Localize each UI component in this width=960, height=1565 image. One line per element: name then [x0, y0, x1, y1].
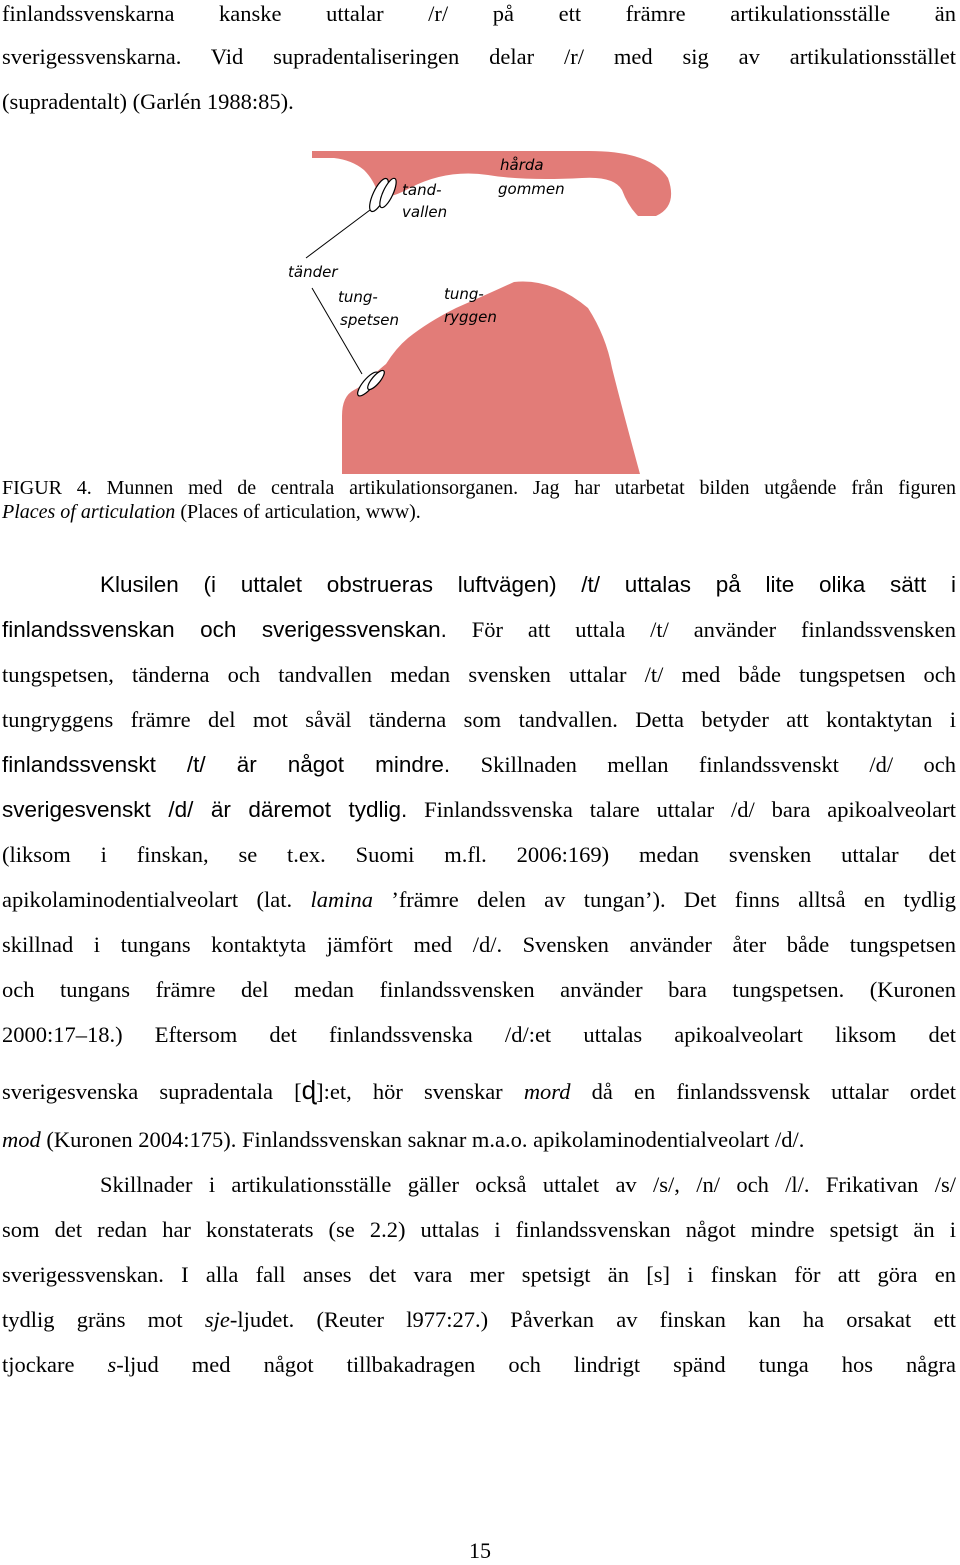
body-p2-line-1: Skillnader i artikulationsställe gäller också uttalet av /s/, /n/ och /l/. Frikativan /s/: [100, 1172, 956, 1197]
p1-l1-text: Klusilen (i uttalet obstrueras luftvägen) /t/ uttalas på lite olika sätt i: [100, 572, 956, 597]
caption-rest: (Places of articulation, www).: [175, 501, 421, 523]
page-number: 15: [469, 1538, 491, 1563]
p1-l8-c: ’främre delen av tungan’). Det finns alltså en tydlig: [372, 887, 957, 912]
p2-l5-s: s: [107, 1352, 117, 1377]
upper-palate: [312, 151, 671, 216]
p2-l4-sje: sje: [204, 1307, 230, 1332]
caption-italic-title: Places of articulation: [2, 501, 176, 523]
p1-l5-sans: finlandssvenskt /t/ är något mindre.: [2, 752, 451, 777]
figure-caption-line-2: [2, 498, 956, 526]
body-p2-line-5: [2, 1351, 956, 1379]
mouth-articulation-figure: [282, 148, 678, 474]
body-p2-line-4: [2, 1306, 956, 1334]
p2-l4-c: -ljudet. (Reuter l977:27.) Påverkan av finskan kan ha orsakat ett: [229, 1307, 956, 1332]
pointer-tander-upper: [306, 210, 370, 258]
body-p1-line-9: skillnad i tungans kontaktyta jämfört med /d/. Svensken använder åter både tungspetsen: [2, 932, 956, 957]
label-tung-1: tung-: [338, 288, 378, 306]
p1-l6-serif: Finlandssvenska talare uttalar /d/ bara apikoalveolart: [407, 797, 956, 822]
p1-l12-a: sverigesvenska supradentala [: [2, 1079, 302, 1104]
label-ryggen: ryggen: [444, 308, 497, 326]
p2-l5-c: -ljud med något tillbakadragen och lindrigt spänd tunga hos några: [116, 1352, 956, 1377]
body-p1-line-1: [100, 571, 956, 599]
intro-line-1: finlandssvenskarna kanske uttalar /r/ på ett främre artikulationsställe än: [2, 1, 956, 26]
p1-l12-c: ]:et, hör svenskar: [316, 1079, 524, 1104]
label-tand: tand-: [402, 181, 442, 199]
intro-line-3: (supradentalt) (Garlén 1988:85).: [2, 89, 294, 114]
p1-l12-ipa: ɖ: [301, 1075, 317, 1105]
body-p1-line-4: tungryggens främre del mot såväl tänderna som tandvallen. Detta betyder att kontaktytan i: [2, 707, 956, 732]
p2-l5-a: tjockare: [2, 1352, 108, 1377]
body-p1-line-5: [2, 751, 956, 779]
label-harda: hårda: [500, 156, 544, 174]
body-p2-line-3: sverigessvenskan. I alla fall anses det vara mer spetsigt än [s] i finskan för att göra en: [2, 1262, 956, 1287]
p2-l4-a: tydlig gräns mot: [2, 1307, 205, 1332]
p1-l6-sans: sverigesvenskt /d/ är däremot tydlig.: [2, 797, 408, 822]
body-p1-line-12: [2, 1076, 956, 1104]
body-p1-line-3: tungspetsen, tänderna och tandvallen medan svensken uttalar /t/ med både tungspetsen och: [2, 662, 956, 687]
body-p1-line-11: 2000:17–18.) Eftersom det finlandssvenska /d/:et uttalas apikoalveolart liksom det: [2, 1022, 956, 1047]
body-p1-line-2: [2, 616, 956, 644]
label-vallen: vallen: [402, 203, 448, 221]
intro-line-2: sverigessvenskarna. Vid supradentaliseringen delar /r/ med sig av artikulationsstället: [2, 44, 956, 69]
p1-l2-serif: För att uttala /t/ använder finlandssvensken: [446, 617, 956, 642]
figure-caption-line-1: FIGUR 4. Munnen med de centrala artikulationsorganen. Jag har utarbetat bilden utgående från figuren: [2, 477, 956, 499]
p1-l12-e: då en finlandssvensk uttalar ordet: [570, 1079, 956, 1104]
label-tander: tänder: [288, 263, 338, 281]
body-p1-line-8: [2, 886, 956, 914]
p1-l5-serif: Skillnaden mellan finlandssvenskt /d/ och: [450, 752, 956, 777]
label-gommen: gommen: [498, 180, 565, 198]
label-spetsen: spetsen: [340, 311, 399, 329]
p1-l13-b: (Kuronen 2004:175). Finlandssvenskan saknar m.a.o. apikolaminodentialveolart /d/.: [40, 1127, 805, 1152]
p1-l12-mord: mord: [523, 1079, 571, 1104]
p1-l8-lamina: lamina: [310, 887, 373, 912]
p1-l8-a: apikolaminodentialveolart (lat.: [2, 887, 311, 912]
body-p2-line-2: som det redan har konstaterats (se 2.2) uttalas i finlandssvenskan något mindre spetsigt än i: [2, 1217, 956, 1242]
label-tung-2: tung-: [444, 285, 484, 303]
p1-l13-mod: mod: [2, 1127, 41, 1152]
p1-l2-sans: finlandssvenskan och sverigessvenskan.: [2, 617, 447, 642]
body-p1-line-6: [2, 796, 956, 824]
body-p1-line-13: [2, 1126, 956, 1154]
body-p1-line-10: och tungans främre del medan finlandssvensken använder bara tungspetsen. (Kuronen: [2, 977, 956, 1002]
body-p1-line-7: (liksom i finskan, se t.ex. Suomi m.fl. 2006:169) medan svensken uttalar det: [2, 842, 956, 867]
